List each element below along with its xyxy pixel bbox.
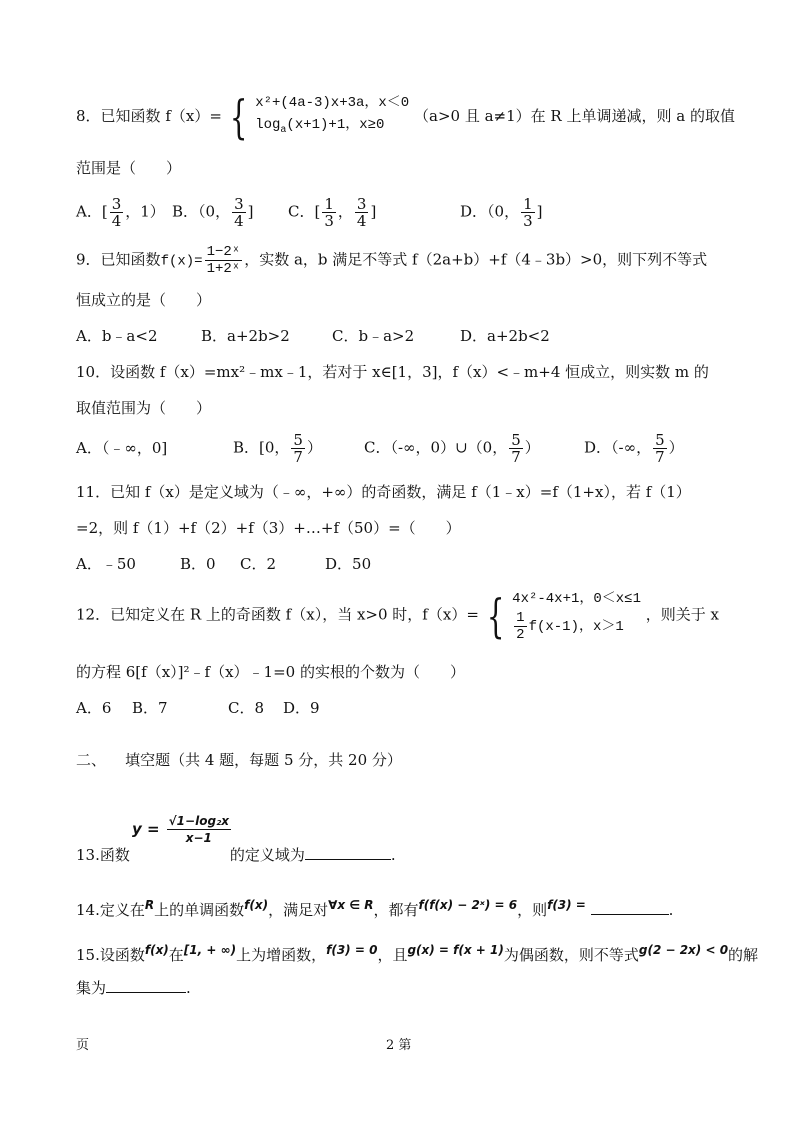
- piece-case-2-rest: (x+1)+1，x≥0: [286, 117, 385, 133]
- option-separator: ，: [337, 202, 353, 221]
- numerator: 1: [516, 610, 525, 626]
- left-brace: {: [486, 588, 505, 643]
- gx-expression: g(x) = f(x + 1): [407, 943, 504, 957]
- piecewise-function: [255, 92, 409, 142]
- option-label: B．（0，: [172, 202, 231, 221]
- denominator: 4: [234, 212, 244, 230]
- denominator: 2: [516, 627, 525, 643]
- fraction: [205, 244, 243, 277]
- q11-option-a: A．﹣50: [76, 555, 136, 573]
- question-text: 集为: [76, 979, 107, 997]
- question-condition: （a>0 且 a≠1）在 R 上单调递减，则 a 的取值: [414, 106, 735, 125]
- fraction: [514, 610, 526, 643]
- section-number: 二、: [76, 751, 107, 769]
- question-text: ，都有: [373, 901, 419, 919]
- numerator: 3: [111, 195, 122, 213]
- function-name: f(x)=: [160, 253, 203, 270]
- question-14: [76, 895, 673, 920]
- answer-blank[interactable]: [106, 992, 186, 993]
- functional-equation: f(f(x) − 2ˣ) = 6: [418, 898, 518, 912]
- piece-case-2: f(x-1)，x＞1: [528, 619, 624, 636]
- question-text: ，则: [517, 901, 548, 919]
- q8-option-b: [172, 196, 253, 229]
- question-text: 12．已知定义在 R 上的奇函数 f（x），当 x>0 时，f（x）=: [76, 605, 479, 624]
- q10-option-b: [233, 432, 322, 465]
- question-number: 8．: [76, 106, 101, 125]
- question-15: [76, 940, 758, 965]
- question-10-continued: 取值范围为（ ）: [76, 399, 212, 417]
- question-text: 为偶函数，则不等式: [503, 946, 639, 964]
- option-label: C．[: [288, 202, 321, 221]
- fraction: [653, 432, 667, 465]
- f3-expression: f(3) =: [547, 898, 586, 912]
- question-text: 在: [168, 946, 184, 964]
- fraction: [291, 432, 305, 465]
- option-tail: ，1）: [125, 202, 165, 221]
- footer-page-number: 2 第: [386, 1038, 412, 1053]
- question-text-tail: ，则关于 x: [645, 605, 720, 624]
- q10-option-d: [584, 432, 684, 465]
- q9-option-d: D．a+2b<2: [460, 327, 550, 345]
- fraction: [509, 432, 523, 465]
- question-text: 的定义域为: [229, 846, 305, 864]
- option-label: A．[: [76, 202, 108, 221]
- denominator: 4: [356, 212, 367, 230]
- forall-expression: ∀x ∈ R: [328, 898, 374, 912]
- numerator: 1: [523, 195, 533, 213]
- option-tail: ）: [306, 438, 322, 457]
- q8-option-a: [76, 196, 165, 229]
- option-tail: ）: [668, 438, 684, 457]
- question-12-continued: 的方程 6[f（x）]²﹣f（x）﹣1=0 的实根的个数为（ ）: [76, 663, 465, 681]
- numerator: 3: [356, 195, 367, 213]
- denominator: 7: [511, 448, 521, 466]
- answer-blank[interactable]: [305, 859, 391, 860]
- option-tail: ]: [536, 202, 543, 221]
- question-number: 9．: [76, 250, 101, 269]
- question-number: 14.定义在: [76, 901, 145, 919]
- q13-formula: [132, 813, 233, 846]
- function-fx: f(x): [144, 943, 169, 957]
- question-15-continued: [76, 978, 191, 998]
- option-label: C．（-∞，0）∪（0，: [364, 438, 508, 457]
- numerator: 3: [234, 195, 244, 213]
- option-tail: ）: [524, 438, 540, 457]
- q8-option-d: [460, 196, 542, 229]
- fraction: [232, 196, 246, 229]
- footer-page-label: 页: [76, 1038, 90, 1053]
- question-11-continued: =2，则 f（1）+f（2）+f（3）+…+f（50）=（ ）: [76, 519, 461, 537]
- question-text: ，且: [377, 946, 408, 964]
- question-12: [76, 588, 719, 643]
- q8-option-c: [288, 196, 376, 229]
- numerator: 1−2ˣ: [206, 244, 241, 260]
- question-text: 的解: [728, 946, 759, 964]
- question-text: 已知函数: [100, 250, 161, 269]
- denominator: 1+2ˣ: [206, 261, 241, 277]
- question-13: [76, 845, 396, 865]
- set-r: R: [144, 898, 155, 912]
- question-10: 10．设函数 f（x）=mx²﹣mx﹣1，若对于 x∈[1，3]，f（x）<﹣m+4 恒成立，则实数 m 的: [76, 363, 709, 381]
- left-brace: {: [229, 89, 248, 144]
- answer-blank[interactable]: [591, 914, 669, 915]
- question-text: 已知函数 f（x）=: [100, 106, 222, 125]
- question-9: [76, 244, 707, 277]
- q11-option-d: D．50: [325, 555, 372, 573]
- f3-expression: f(3) = 0: [326, 943, 378, 957]
- q10-option-a: A．（﹣∞，0]: [76, 439, 168, 457]
- option-label: D．（-∞，: [584, 438, 652, 457]
- question-number: 13.函数: [76, 846, 130, 864]
- fraction: [355, 196, 369, 229]
- denominator: 4: [111, 212, 122, 230]
- numerator: 5: [511, 431, 521, 449]
- question-number: 15.设函数: [76, 946, 145, 964]
- denominator: 7: [655, 448, 665, 466]
- section-title: 填空题（共 4 题，每题 5 分，共 20 分）: [125, 751, 402, 769]
- option-label: B．[0，: [233, 438, 290, 457]
- fraction: [167, 813, 231, 846]
- numerator: 1: [324, 195, 334, 213]
- denominator: x−1: [185, 831, 212, 845]
- q9-option-a: A．b﹣a<2: [76, 327, 158, 345]
- question-11: 11．已知 f（x）是定义域为（﹣∞，+∞）的奇函数，满足 f（1﹣x）=f（1+x），若 f（1）: [76, 483, 691, 501]
- denominator: 3: [324, 212, 334, 230]
- fraction: [521, 196, 535, 229]
- log-base: a: [280, 124, 287, 136]
- section-heading: [76, 750, 402, 770]
- q9-option-b: B．a+2b>2: [201, 327, 290, 345]
- interval-expression: [1, + ∞): [183, 943, 237, 957]
- option-tail: ]: [247, 202, 254, 221]
- denominator: 3: [523, 212, 533, 230]
- numerator: 5: [655, 431, 665, 449]
- question-8: [76, 89, 735, 144]
- q11-option-c: C．2: [240, 555, 277, 573]
- numerator: 5: [293, 431, 303, 449]
- piece-case-1: 4x²-4x+1，0＜x≤1: [512, 591, 641, 607]
- piece-case-1: x²+(4a-3)x+3a，x＜0: [255, 95, 410, 111]
- piece-case-2-log: log: [255, 117, 281, 133]
- denominator: 7: [293, 448, 303, 466]
- question-text: 上的单调函数: [154, 901, 245, 919]
- q12-option-d: D．9: [283, 699, 320, 717]
- question-9-continued: 恒成立的是（ ）: [76, 291, 212, 309]
- question-8-continued: 范围是（ ）: [76, 159, 182, 177]
- fraction: [322, 196, 336, 229]
- q12-option-b: B．7: [132, 699, 168, 717]
- numerator: √1−log₂x: [168, 814, 230, 828]
- fraction: [110, 196, 124, 229]
- piecewise-function: [512, 588, 641, 643]
- function-fx: f(x): [244, 898, 269, 912]
- q12-option-c: C．8: [228, 699, 265, 717]
- question-condition: ，实数 a，b 满足不等式 f（2a+b）+f（4﹣3b）>0，则下列不等式: [244, 250, 708, 269]
- question-text: 上为增函数，: [236, 946, 327, 964]
- question-text: ，满足对: [268, 901, 329, 919]
- inequality-expression: g(2 − 2x) < 0: [638, 943, 729, 957]
- option-label: D．（0，: [460, 202, 520, 221]
- q9-option-c: C．b﹣a>2: [332, 327, 415, 345]
- q10-option-c: [364, 432, 540, 465]
- question-end: .: [186, 979, 191, 997]
- q11-option-b: B．0: [180, 555, 216, 573]
- q12-option-a: A．6: [76, 699, 112, 717]
- question-end: .: [668, 901, 674, 919]
- option-tail: ]: [370, 202, 377, 221]
- formula-lhs: y =: [132, 820, 160, 838]
- question-end: .: [390, 846, 396, 864]
